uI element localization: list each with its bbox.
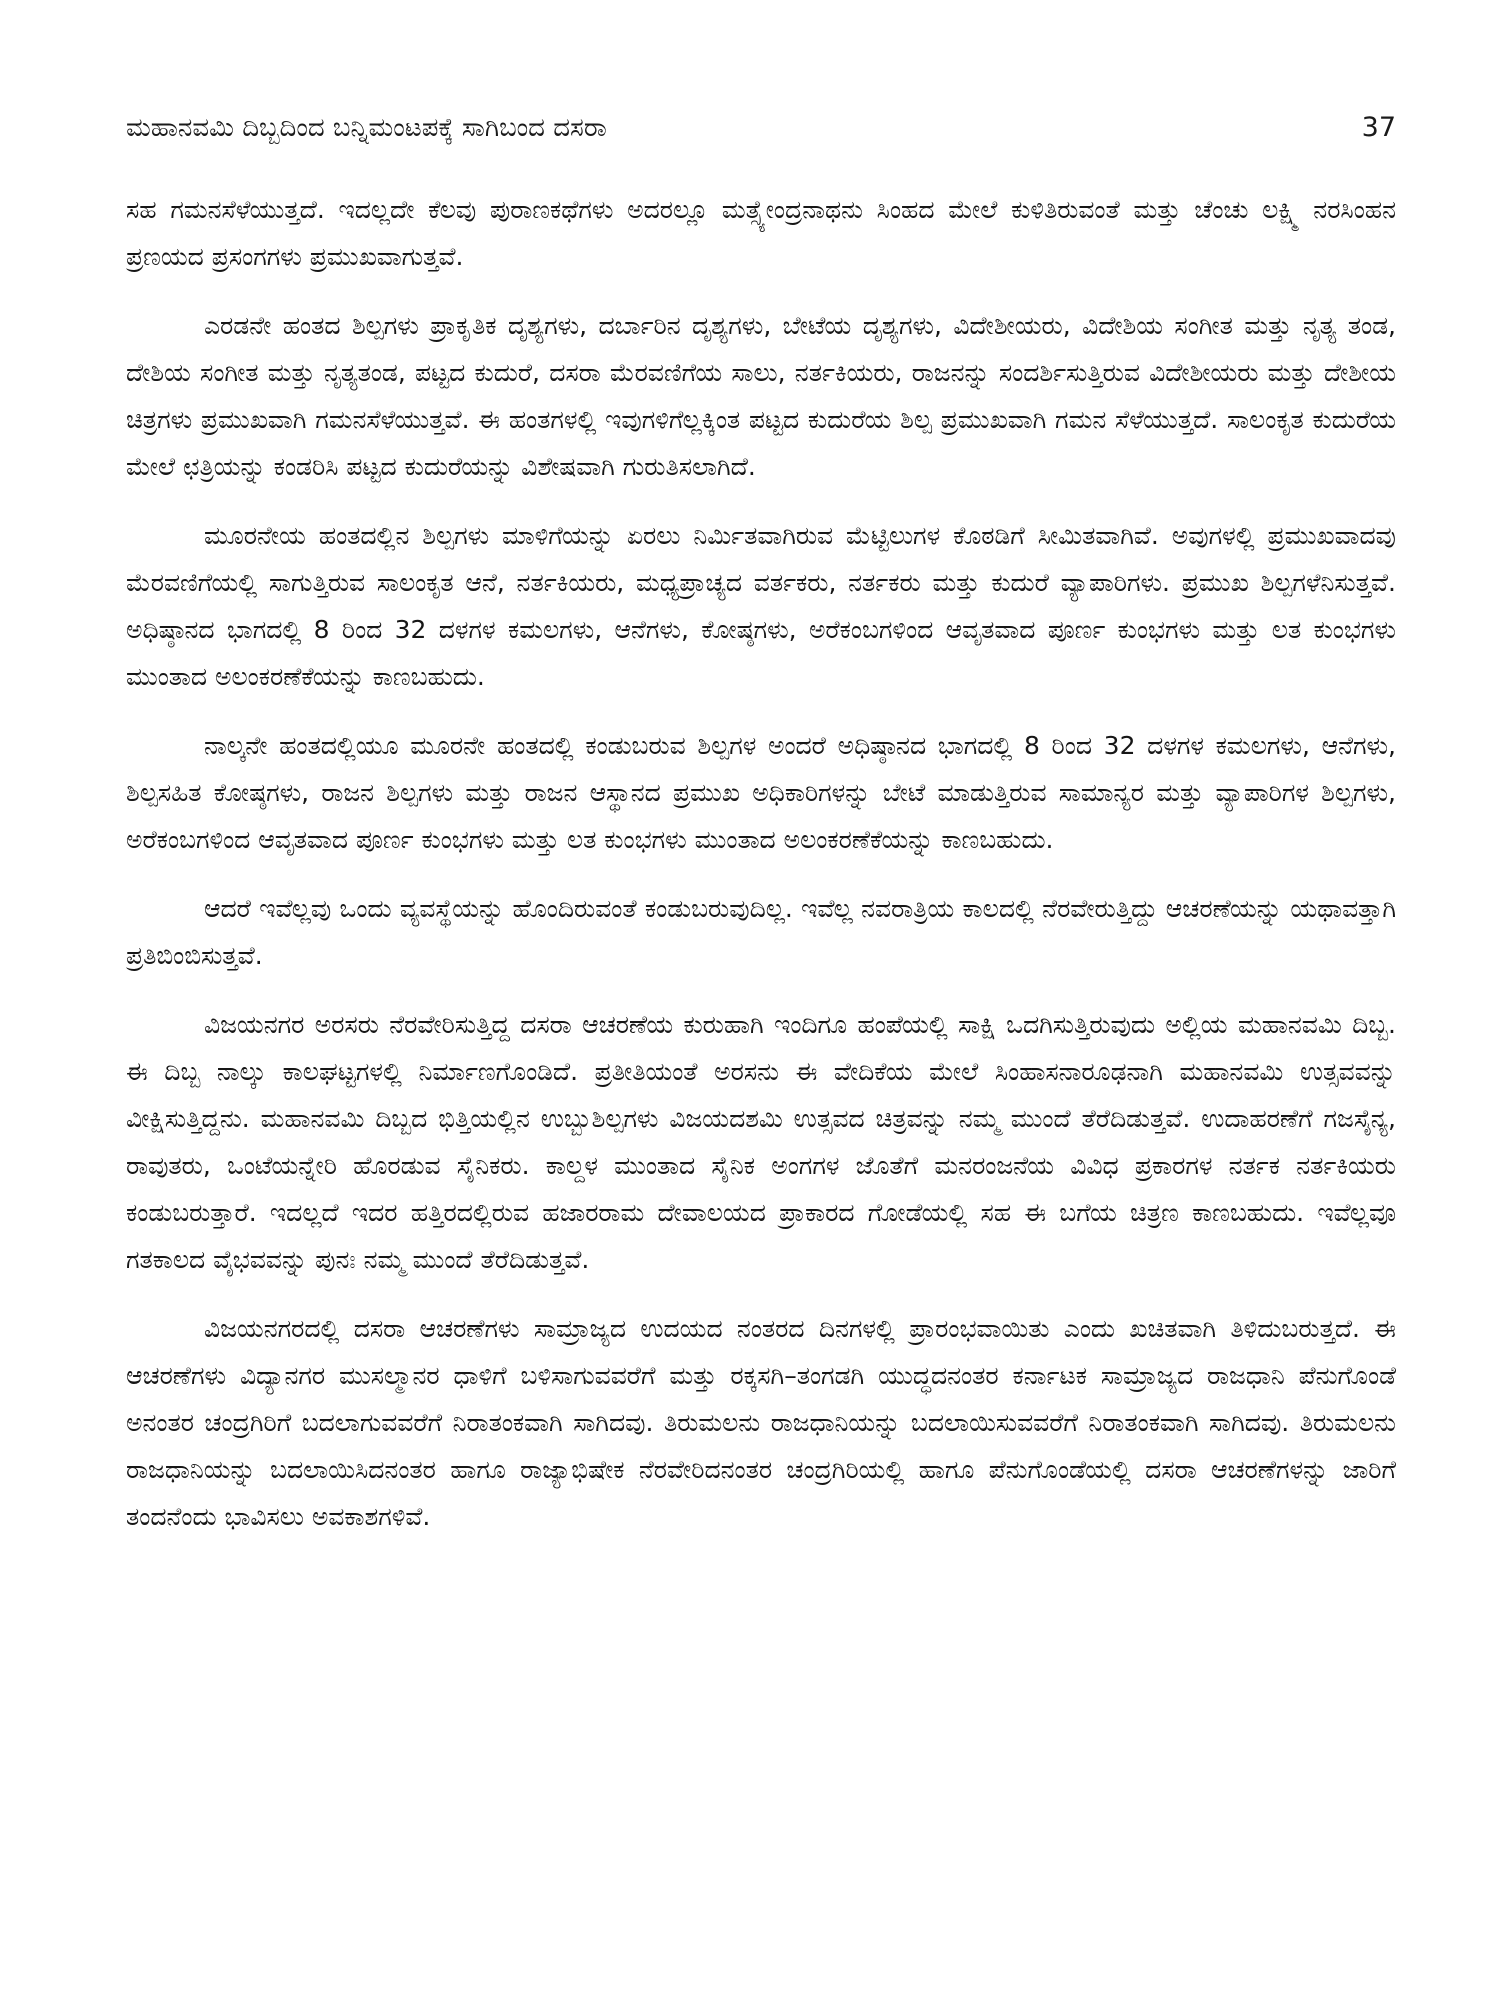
- paragraph-arrangement: ಆದರೆ ಇವೆಲ್ಲವು ಒಂದು ವ್ಯವಸ್ಥೆಯನ್ನು ಹೊಂದಿರುವಂತೆ ಕಂಡುಬರುವುದಿಲ್ಲ. ಇವೆಲ್ಲ ನವರಾತ್ರಿಯ ಕಾಲದಲ್ಲಿ ನೆರವೇರುತ್ತಿದ್ದು ಆಚರಣೆಯನ್ನು ಯಥಾವತ್ತಾಗಿ ಪ್ರತಿಬಿಂಬಿಸುತ್ತವೆ.: [126, 894, 1396, 970]
- paragraph-dasara-history: ವಿಜಯನಗರದಲ್ಲಿ ದಸರಾ ಆಚರಣೆಗಳು ಸಾಮ್ರಾಜ್ಯದ ಉದಯದ ನಂತರದ ದಿನಗಳಲ್ಲಿ ಪ್ರಾರಂಭವಾಯಿತು ಎಂದು ಖಚಿತವಾಗಿ ತಿಳಿದುಬರುತ್ತದೆ. ಈ ಆಚರಣೆಗಳು ವಿದ್ಯಾನಗರ ಮುಸಲ್ಮಾನರ ಧಾಳಿಗೆ ಬಳಿಸಾಗುವವರೆಗೆ ಮತ್ತು ರಕ್ಕಸಗಿ–ತಂಗಡಗಿ ಯುದ್ಧದನಂತರ ಕರ್ನಾಟಕ ಸಾಮ್ರಾಜ್ಯದ ರಾಜಧಾನಿ ಪೆನುಗೊಂಡೆ ಅನಂತರ ಚಂದ್ರಗಿರಿಗೆ ಬದಲಾಗುವವರೆಗೆ ನಿರಾತಂಕವಾಗಿ ಸಾಗಿದವು. ತಿರುಮಲನು ರಾಜಧಾನಿಯನ್ನು ಬದಲಾಯಿಸುವವರೆಗೆ ನಿರಾತಂಕವಾಗಿ ಸಾಗಿದವು. ತಿರುಮಲನು ರಾಜಧಾನಿಯನ್ನು ಬದಲಾಯಿಸಿದನಂತರ ಹಾಗೂ ರಾಜ್ಯಾಭಿಷೇಕ ನೆರವೇರಿದನಂತರ ಚಂದ್ರಗಿರಿಯಲ್ಲಿ ಹಾಗೂ ಪೆನುಗೊಂಡೆಯಲ್ಲಿ ದಸರಾ ಆಚರಣೆಗಳನ್ನು ಜಾರಿಗೆ ತಂದನೆಂದು ಭಾವಿಸಲು ಅವಕಾಶಗಳಿವೆ.: [126, 1314, 1397, 1531]
- paragraph-second-stage: ಎರಡನೇ ಹಂತದ ಶಿಲ್ಪಗಳು ಪ್ರಾಕೃತಿಕ ದೃಶ್ಯಗಳು, ದರ್ಬಾರಿನ ದೃಶ್ಯಗಳು, ಬೇಟೆಯ ದೃಶ್ಯಗಳು, ವಿದೇಶೀಯರು, ವಿದೇಶಿಯ ಸಂಗೀತ ಮತ್ತು ನೃತ್ಯ ತಂಡ, ದೇಶಿಯ ಸಂಗೀತ ಮತ್ತು ನೃತ್ಯತಂಡ, ಪಟ್ಟದ ಕುದುರೆ, ದಸರಾ ಮೆರವಣಿಗೆಯ ಸಾಲು, ನರ್ತಕಿಯರು, ರಾಜನನ್ನು ಸಂದರ್ಶಿಸುತ್ತಿರುವ ವಿದೇಶೀಯರು ಮತ್ತು ದೇಶೀಯ ಚಿತ್ರಗಳು ಪ್ರಮುಖವಾಗಿ ಗಮನಸೆಳೆಯುತ್ತವೆ. ಈ ಹಂತಗಳಲ್ಲಿ ಇವುಗಳಿಗೆಲ್ಲಕ್ಕಿಂತ ಪಟ್ಟದ ಕುದುರೆಯ ಶಿಲ್ಪ ಪ್ರಮುಖವಾಗಿ ಗಮನ ಸೆಳೆಯುತ್ತದೆ. ಸಾಲಂಕೃತ ಕುದುರೆಯ ಮೇಲೆ ಛತ್ರಿಯನ್ನು ಕಂಡರಿಸಿ ಪಟ್ಟದ ಕುದುರೆಯನ್ನು ವಿಶೇಷವಾಗಿ ಗುರುತಿಸಲಾಗಿದೆ.: [126, 311, 1396, 481]
- page-number: 37: [1361, 112, 1396, 143]
- running-title: ಮಹಾನವಮಿ ದಿಬ್ಬದಿಂದ ಬನ್ನಿಮಂಟಪಕ್ಕೆ ಸಾಗಿಬಂದ ದಸರಾ: [126, 113, 607, 143]
- paragraph-fourth-stage: ನಾಲ್ಕನೇ ಹಂತದಲ್ಲಿಯೂ ಮೂರನೇ ಹಂತದಲ್ಲಿ ಕಂಡುಬರುವ ಶಿಲ್ಪಗಳ ಅಂದರೆ ಅಧಿಷ್ಠಾನದ ಭಾಗದಲ್ಲಿ 8 ರಿಂದ 32 ದಳಗಳ ಕಮಲಗಳು, ಆನೆಗಳು, ಶಿಲ್ಪಸಹಿತ ಕೋಷ್ಠಗಳು, ರಾಜನ ಶಿಲ್ಪಗಳು ಮತ್ತು ರಾಜನ ಆಸ್ಥಾನದ ಪ್ರಮುಖ ಅಧಿಕಾರಿಗಳನ್ನು ಬೇಟೆ ಮಾಡುತ್ತಿರುವ ಸಾಮಾನ್ಯರ ಮತ್ತು ವ್ಯಾಪಾರಿಗಳ ಶಿಲ್ಪಗಳು, ಅರೆಕಂಬಗಳಿಂದ ಆವೃತವಾದ ಪೂರ್ಣ ಕುಂಭಗಳು ಮತ್ತು ಲತ ಕುಂಭಗಳು ಮುಂತಾದ ಅಲಂಕರಣೆಕೆಯನ್ನು ಕಾಣಬಹುದು.: [126, 731, 1396, 854]
- running-head: [126, 108, 1396, 148]
- body-text: [126, 186, 1396, 1946]
- paragraph-continuation: ಸಹ ಗಮನಸೆಳೆಯುತ್ತದೆ. ಇದಲ್ಲದೇ ಕೆಲವು ಪುರಾಣಕಥೆಗಳು ಅದರಲ್ಲೂ ಮತ್ಸ್ಯೇಂದ್ರನಾಥನು ಸಿಂಹದ ಮೇಲೆ ಕುಳಿತಿರುವಂತೆ ಮತ್ತು ಚೆಂಚು ಲಕ್ಷ್ಮಿ ನರಸಿಂಹನ ಪ್ರಣಯದ ಪ್ರಸಂಗಗಳು ಪ್ರಮುಖವಾಗುತ್ತವೆ.: [126, 195, 1396, 271]
- paragraph-mahanavami-dibba: ವಿಜಯನಗರ ಅರಸರು ನೆರವೇರಿಸುತ್ತಿದ್ದ ದಸರಾ ಆಚರಣೆಯ ಕುರುಹಾಗಿ ಇಂದಿಗೂ ಹಂಪೆಯಲ್ಲಿ ಸಾಕ್ಷಿ ಒದಗಿಸುತ್ತಿರುವುದು ಅಲ್ಲಿಯ ಮಹಾನವಮಿ ದಿಬ್ಬ. ಈ ದಿಬ್ಬ ನಾಲ್ಕು ಕಾಲಘಟ್ಟಗಳಲ್ಲಿ ನಿರ್ಮಾಣಗೊಂಡಿದೆ. ಪ್ರತೀತಿಯಂತೆ ಅರಸನು ಈ ವೇದಿಕೆಯ ಮೇಲೆ ಸಿಂಹಾಸನಾರೂಢನಾಗಿ ಮಹಾನವಮಿ ಉತ್ಸವವನ್ನು ವೀಕ್ಷಿಸುತ್ತಿದ್ದನು. ಮಹಾನವಮಿ ದಿಬ್ಬದ ಭಿತ್ತಿಯಲ್ಲಿನ ಉಬ್ಬುಶಿಲ್ಪಗಳು ವಿಜಯದಶಮಿ ಉತ್ಸವದ ಚಿತ್ರವನ್ನು ನಮ್ಮ ಮುಂದೆ ತೆರೆದಿಡುತ್ತವೆ. ಉದಾಹರಣೆಗೆ ಗಜಸೈನ್ಯ, ರಾವುತರು, ಒಂಟೆಯನ್ನೇರಿ ಹೊರಡುವ ಸೈನಿಕರು. ಕಾಲ್ದಳ ಮುಂತಾದ ಸೈನಿಕ ಅಂಗಗಳ ಜೊತೆಗೆ ಮನರಂಜನೆಯ ವಿವಿಧ ಪ್ರಕಾರಗಳ ನರ್ತಕ ನರ್ತಕಿಯರು ಕಂಡುಬರುತ್ತಾರೆ. ಇದಲ್ಲದೆ ಇದರ ಹತ್ತಿರದಲ್ಲಿರುವ ಹಜಾರರಾಮ ದೇವಾಲಯದ ಪ್ರಾಕಾರದ ಗೋಡೆಯಲ್ಲಿ ಸಹ ಈ ಬಗೆಯ ಚಿತ್ರಣ ಕಾಣಬಹುದು. ಇವೆಲ್ಲವೂ ಗತಕಾಲದ ವೈಭವವನ್ನು ಪುನಃ ನಮ್ಮ ಮುಂದೆ ತೆರೆದಿಡುತ್ತವೆ.: [126, 1010, 1396, 1274]
- paragraph-third-stage: ಮೂರನೇಯ ಹಂತದಲ್ಲಿನ ಶಿಲ್ಪಗಳು ಮಾಳಿಗೆಯನ್ನು ಏರಲು ನಿರ್ಮಿತವಾಗಿರುವ ಮೆಟ್ಟಿಲುಗಳ ಕೊಠಡಿಗೆ ಸೀಮಿತವಾಗಿವೆ. ಅವುಗಳಲ್ಲಿ ಪ್ರಮುಖವಾದವು ಮೆರವಣಿಗೆಯಲ್ಲಿ ಸಾಗುತ್ತಿರುವ ಸಾಲಂಕೃತ ಆನೆ, ನರ್ತಕಿಯರು, ಮಧ್ಯಪ್ರಾಚ್ಯದ ವರ್ತಕರು, ನರ್ತಕರು ಮತ್ತು ಕುದುರೆ ವ್ಯಾಪಾರಿಗಳು. ಪ್ರಮುಖ ಶಿಲ್ಪಗಳೆನಿಸುತ್ತವೆ. ಅಧಿಷ್ಠಾನದ ಭಾಗದಲ್ಲಿ 8 ರಿಂದ 32 ದಳಗಳ ಕಮಲಗಳು, ಆನೆಗಳು, ಕೋಷ್ಠಗಳು, ಅರೆಕಂಬಗಳಿಂದ ಆವೃತವಾದ ಪೂರ್ಣ ಕುಂಭಗಳು ಮತ್ತು ಲತ ಕುಂಭಗಳು ಮುಂತಾದ ಅಲಂಕರಣೆಕೆಯನ್ನು ಕಾಣಬಹುದು.: [126, 521, 1396, 691]
